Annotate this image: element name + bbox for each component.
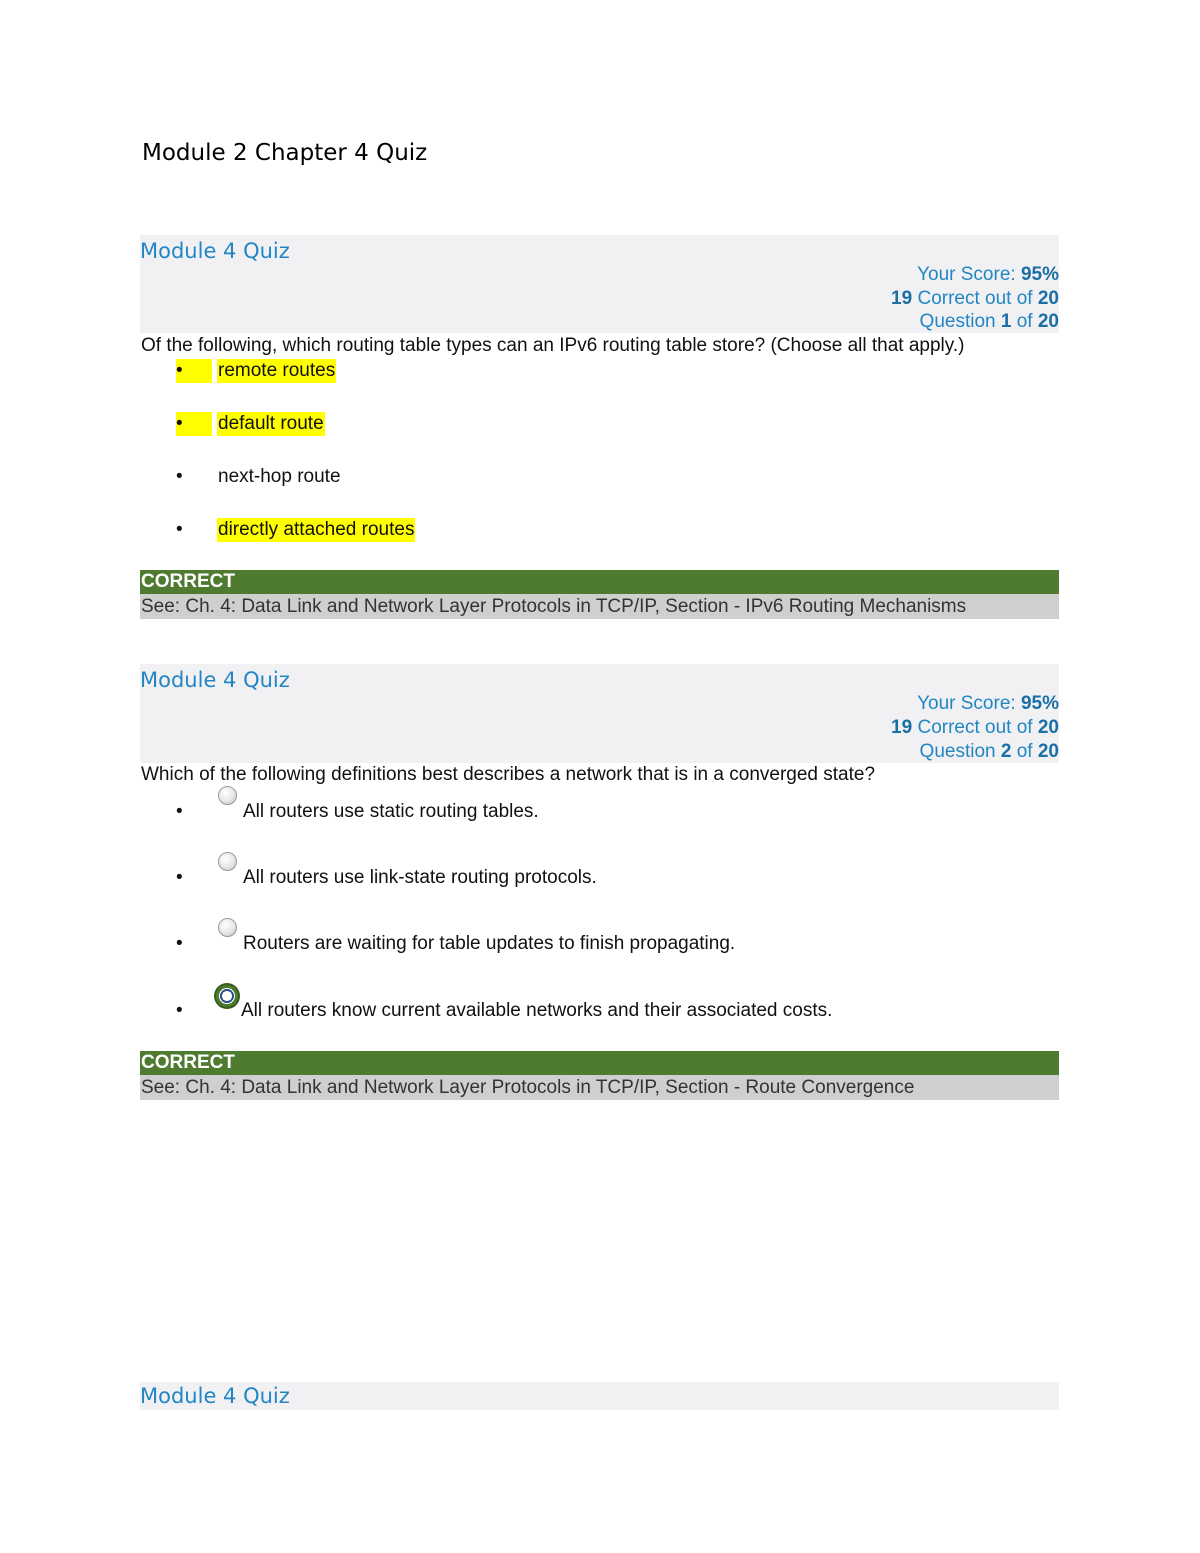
document-title: Module 2 Chapter 4 Quiz — [142, 140, 428, 166]
score-value: 95% — [1020, 693, 1059, 714]
bullet: • — [176, 466, 183, 487]
option-text: All routers use static routing tables. — [243, 801, 539, 822]
radio-button[interactable] — [218, 786, 237, 805]
radio-button[interactable] — [218, 852, 237, 871]
question-prompt: Of the following, which routing table types can an IPv6 routing table store? (Choose all that apply.) — [141, 335, 965, 356]
score-value: 95% — [1020, 264, 1059, 285]
bullet: • — [176, 359, 212, 383]
reference-text: See: Ch. 4: Data Link and Network Layer Protocols in TCP/IP, Section - IPv6 Routing Mechanisms — [141, 596, 967, 617]
quiz-header-3 — [140, 1382, 1059, 1410]
question-prompt: Which of the following definitions best describes a network that is in a converged state? — [141, 764, 876, 785]
radio-button[interactable] — [218, 918, 237, 937]
result-bar — [140, 570, 1059, 594]
reference-bar — [140, 1075, 1059, 1100]
option-text: All routers know current available networks and their associated costs. — [241, 1000, 833, 1021]
option-text: remote routes — [218, 360, 336, 381]
reference-bar — [140, 594, 1059, 619]
option-text: default route — [218, 413, 324, 434]
bullet: • — [176, 867, 183, 888]
bullet: • — [176, 1000, 183, 1021]
bullet: • — [176, 801, 183, 822]
correct-count-line: 19 Correct out of 20 — [891, 717, 1059, 738]
option-text: directly attached routes — [218, 519, 415, 540]
score-line: Your Score: 95% — [917, 264, 1059, 285]
quiz-name: Module 4 Quiz — [140, 668, 290, 692]
bullet: • — [176, 519, 183, 540]
question-number-line: Question 2 of 20 — [919, 741, 1059, 762]
reference-text: See: Ch. 4: Data Link and Network Layer Protocols in TCP/IP, Section - Route Convergence — [141, 1077, 915, 1098]
quiz-name: Module 4 Quiz — [140, 239, 290, 263]
quiz-name: Module 4 Quiz — [140, 1384, 290, 1408]
result-bar — [140, 1051, 1059, 1075]
result-label: CORRECT — [141, 571, 235, 592]
radio-button-selected[interactable] — [214, 983, 240, 1009]
question-number-line: Question 1 of 20 — [919, 311, 1059, 332]
score-line: Your Score: 95% — [917, 693, 1059, 714]
bullet: • — [176, 412, 212, 436]
quiz-header-2 — [140, 664, 1059, 763]
option-text: next-hop route — [218, 466, 341, 487]
correct-count-line: 19 Correct out of 20 — [891, 288, 1059, 309]
bullet: • — [176, 933, 183, 954]
quiz-header-1 — [140, 235, 1059, 333]
result-label: CORRECT — [141, 1052, 235, 1073]
option-text: All routers use link-state routing protocols. — [243, 867, 597, 888]
option-text: Routers are waiting for table updates to finish propagating. — [243, 933, 736, 954]
